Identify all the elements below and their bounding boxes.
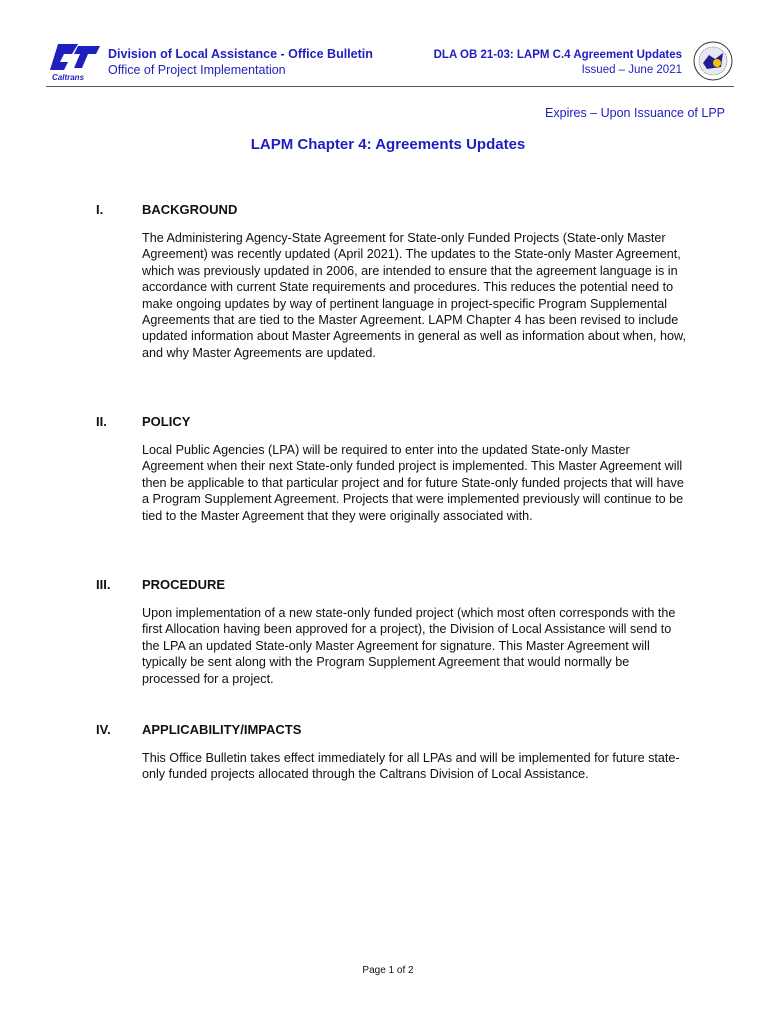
bulletin-id: DLA OB 21-03: LAPM C.4 Agreement Updates bbox=[433, 49, 682, 61]
section-number: II. bbox=[96, 414, 107, 429]
document-title: LAPM Chapter 4: Agreements Updates bbox=[250, 136, 526, 153]
section-body: This Office Bulletin takes effect immediately for all LPAs and will be implemented for future state-only funded projects allocated through the Caltrans Division of Local Assistance. bbox=[142, 751, 680, 782]
caltrans-logo bbox=[48, 42, 102, 82]
section-body: Local Public Agencies (LPA) will be required to enter into the updated State-only Master Agreement when their next State-only funded project is implemented. This Master Agreement will then be applicable to that particular project and for future State-only funded projects that will have a Program Supplement Agreement. Projects that were implemented previously will continue to be tied to the Master Agreement that they were originally associated with. bbox=[142, 443, 684, 523]
section-number: I. bbox=[96, 202, 104, 217]
logo-wordmark: Caltrans bbox=[52, 73, 85, 82]
header-divider bbox=[46, 86, 734, 87]
section-heading: POLICY bbox=[142, 414, 191, 429]
section-number: III. bbox=[96, 577, 111, 592]
dla-seal-icon bbox=[693, 41, 733, 81]
section-heading: APPLICABILITY/IMPACTS bbox=[142, 722, 302, 737]
issued-date: Issued – June 2021 bbox=[581, 64, 682, 76]
section-body: Upon implementation of a new state-only funded project (which most often corresponds with the first Allocation having been approved for a project), the Division of Local Assistance will send to the LPA an updated State-only Master Agreement for signature. This Master Agreement will typically be sent along with the Program Supplement Agreement that would normally be processed for a project. bbox=[142, 606, 676, 686]
header-left bbox=[108, 46, 373, 78]
page-number: Page 1 of 2 bbox=[362, 965, 414, 976]
header-right bbox=[434, 48, 682, 78]
section-number: IV. bbox=[96, 722, 111, 737]
section-heading: BACKGROUND bbox=[142, 202, 238, 217]
division-title: Division of Local Assistance - Office Bulletin bbox=[108, 47, 373, 61]
section-body: The Administering Agency-State Agreement for State-only Funded Projects (State-only Master Agreement) was recently updated (April 2021). The updates to the State-only Master Agreement, which was previously updated in 2006, are intended to ensure that the agreement language is in accordance with current State requirements and procedures. This reduces the potential need to make ongoing updates by way of pertinent language in project-specific Program Supplemental Agreements that are tied to the Master Agreement. LAPM Chapter 4 has been revised to include updated information about Master Agreements in general as well as information about when, how, and why Master Agreements are updated. bbox=[142, 231, 686, 360]
expiration-note: Expires – Upon Issuance of LPP bbox=[545, 106, 725, 120]
section-heading: PROCEDURE bbox=[142, 577, 226, 592]
office-title: Office of Project Implementation bbox=[108, 63, 286, 77]
